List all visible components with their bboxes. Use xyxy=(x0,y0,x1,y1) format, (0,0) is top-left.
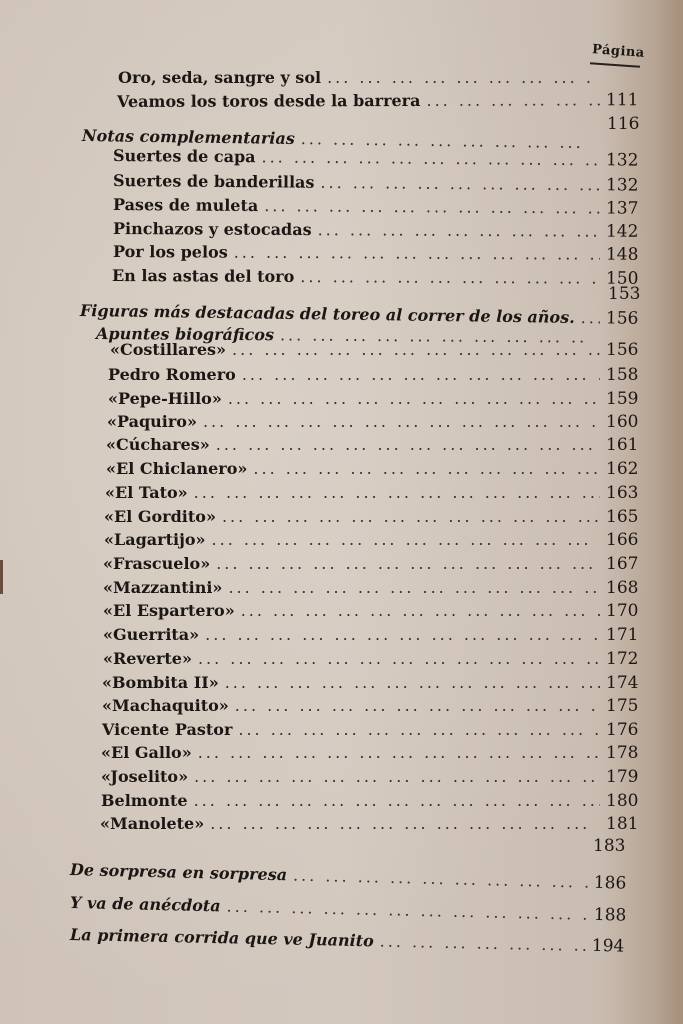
leader-dots xyxy=(380,931,587,954)
leader-dots xyxy=(210,814,600,833)
leader-dots xyxy=(320,173,600,194)
toc-entry: «Manolete» ... . 181 xyxy=(100,814,634,834)
leader-dots xyxy=(318,220,600,240)
toc-entry: Pases de muleta ... . 137 xyxy=(113,195,634,219)
toc-entry: «Mazzantini» ... . 168 xyxy=(103,578,634,598)
page-number: 153 xyxy=(608,284,641,304)
toc-entry: Por los pelos ... . 148 xyxy=(113,242,634,265)
leader-dots xyxy=(261,147,600,169)
page-edge-mark xyxy=(0,560,3,594)
toc-entry: «El Chiclanero» ... . 162 xyxy=(106,459,634,479)
toc-entry: «Guerrita» ... . 171 xyxy=(103,625,634,645)
leader-dots xyxy=(194,791,600,810)
leader-dots xyxy=(264,196,600,217)
toc-entry: En las astas del toro ... . 150 xyxy=(112,266,634,289)
leader-dots xyxy=(228,389,600,408)
toc-section-entry: La primera corrida que ve Juanito ... . 194 xyxy=(70,925,620,957)
toc-section-entry: Y va de anécdota ... . 188 xyxy=(70,893,622,926)
page-column-underline xyxy=(590,62,640,67)
toc-entry: «El Gallo» ... . 178 xyxy=(101,743,634,763)
leader-dots xyxy=(253,459,600,478)
page-column-label: Página xyxy=(591,42,646,61)
leader-dots xyxy=(241,601,600,620)
toc-section-entry: Apuntes biográficos ... . xyxy=(96,324,592,346)
leader-dots xyxy=(426,90,600,110)
toc-entry: «Reverte» ... . 172 xyxy=(103,649,634,669)
toc-entry: «Pepe-Hillo» ... . 159 xyxy=(108,389,634,409)
toc-entry: «Joselito» ... . 179 xyxy=(101,767,634,787)
leader-dots xyxy=(216,554,600,573)
leader-dots xyxy=(293,865,588,891)
leader-dots xyxy=(216,435,600,454)
leader-dots xyxy=(212,530,600,549)
toc-entry: Vicente Pastor ... . 176 xyxy=(102,720,634,740)
leader-dots xyxy=(194,767,600,786)
leader-dots xyxy=(232,340,600,359)
toc-entry: Pinchazos y estocadas ... . 142 xyxy=(113,219,634,242)
toc-section-entry: Figuras más destacadas del toreo al correr de los años. ... . 156 xyxy=(80,301,634,329)
leader-dots xyxy=(238,720,600,739)
toc-entry: «Costillares» ... . 156 xyxy=(110,340,634,360)
leader-dots xyxy=(226,897,588,924)
page-number: 183 xyxy=(593,836,626,856)
toc-entry: «El Espartero» ... . 170 xyxy=(103,601,634,621)
toc-entry: Belmonte ... . 180 xyxy=(101,791,634,811)
toc-section-entry: Notas complementarias ... . xyxy=(82,126,592,152)
toc-entry: «Lagartijo» ... . 166 xyxy=(104,530,634,550)
leader-dots xyxy=(198,743,600,762)
leader-dots xyxy=(327,68,594,87)
page-number: 116 xyxy=(607,114,640,134)
leader-dots xyxy=(198,649,600,668)
toc-entry: «Bombita II» ... . 174 xyxy=(102,673,634,693)
toc-entry: Suertes de capa ... . 132 xyxy=(113,146,634,171)
leader-dots xyxy=(300,267,600,288)
leader-dots xyxy=(194,483,600,502)
leader-dots xyxy=(205,625,600,644)
leader-dots xyxy=(235,696,600,715)
leader-dots xyxy=(242,365,600,384)
toc-entry: «El Tato» ... . 163 xyxy=(105,483,634,503)
toc-section-entry: De sorpresa en sorpresa ... . 186 xyxy=(70,860,622,893)
toc-entry: «El Gordito» ... . 165 xyxy=(104,507,634,527)
leader-dots xyxy=(203,412,600,431)
toc-entry: «Frascuelo» ... . 167 xyxy=(103,554,634,574)
toc-entry: Pedro Romero ... . 158 xyxy=(108,365,634,385)
toc-entry: Suertes de banderillas ... . 132 xyxy=(113,171,634,196)
toc-entry: Oro, seda, sangre y sol ... . xyxy=(118,68,600,87)
toc-entry: «Paquiro» ... . 160 xyxy=(107,412,634,432)
toc-entry: «Cúchares» ... . 161 xyxy=(106,435,634,455)
leader-dots xyxy=(225,673,600,692)
toc-entry: Veamos los toros desde la barrera ... . 111 xyxy=(117,90,634,112)
leader-dots xyxy=(581,308,600,327)
toc-entry: «Machaquito» ... . 175 xyxy=(102,696,634,716)
leader-dots xyxy=(222,507,600,526)
leader-dots xyxy=(234,243,600,264)
leader-dots xyxy=(228,578,600,597)
